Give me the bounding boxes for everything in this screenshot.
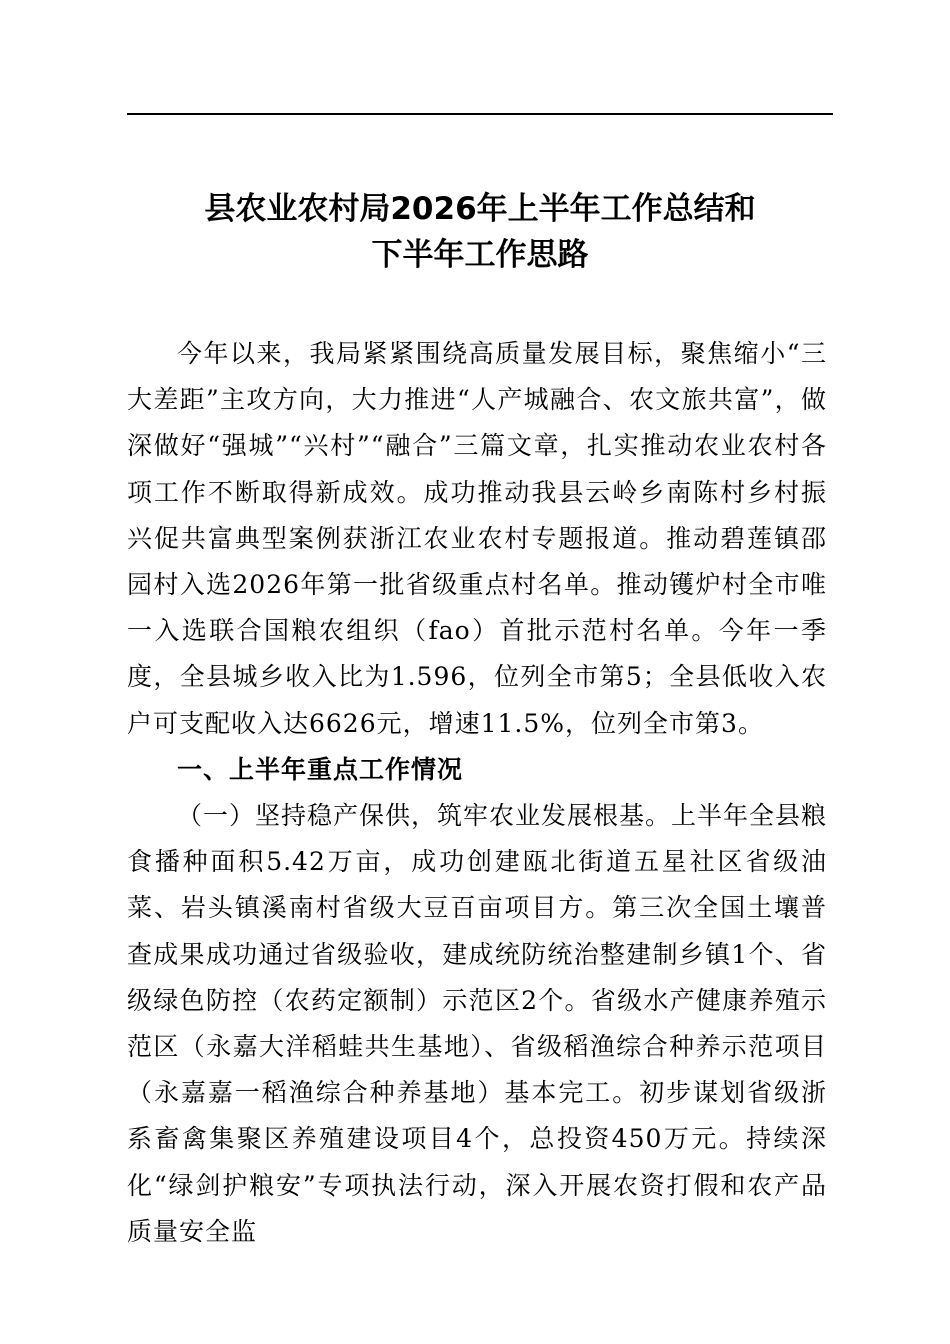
document-body [127, 331, 827, 1255]
section-1-paragraph-1: （一）坚持稳产保供，筑牢农业发展根基。上半年全县粮食播种面积5.42万亩，成功创建瓯北街道五星社区省级油菜、岩头镇溪南村省级大豆百亩项目方。第三次全国土壤普查成果成功通过省级验收，建成统防统治整建制乡镇1个、省级绿色防控（农药定额制）示范区2个。省级水产健康养殖示范区（永嘉大洋稻蛙共生基地）、省级稻渔综合种养示范项目（永嘉嘉一稻渔综合种养基地）基本完工。初步谋划省级浙系畜禽集聚区养殖建设项目4个，总投资450万元。持续深化“绿剑护粮安”专项执法行动，深入开展农资打假和农产品质量安全监 [127, 801, 828, 1246]
document-title [127, 186, 833, 278]
section-heading-1: 一、上半年重点工作情况 [177, 754, 464, 784]
title-line-1: 县农业农村局2026年上半年工作总结和 [204, 191, 756, 227]
header-rule [127, 113, 833, 115]
title-line-2: 下半年工作思路 [371, 237, 589, 273]
intro-paragraph: 今年以来，我局紧紧围绕高质量发展目标，聚焦缩小“三大差距”主攻方向，大力推进“人产城融合、农文旅共富”，做深做好“强城”“兴村”“融合”三篇文章，扎实推动农业农村各项工作不断取得新成效。成功推动我县云岭乡南陈村乡村振兴促共富典型案例获浙江农业农村专题报道。推动碧莲镇邵园村入选2026年第一批省级重点村名单。推动镬炉村全市唯一入选联合国粮农组织（fao）首批示范村名单。今年一季度，全县城乡收入比为1.596，位列全市第5；全县低收入农户可支配收入达6626元，增速11.5%，位列全市第3。 [127, 339, 827, 738]
